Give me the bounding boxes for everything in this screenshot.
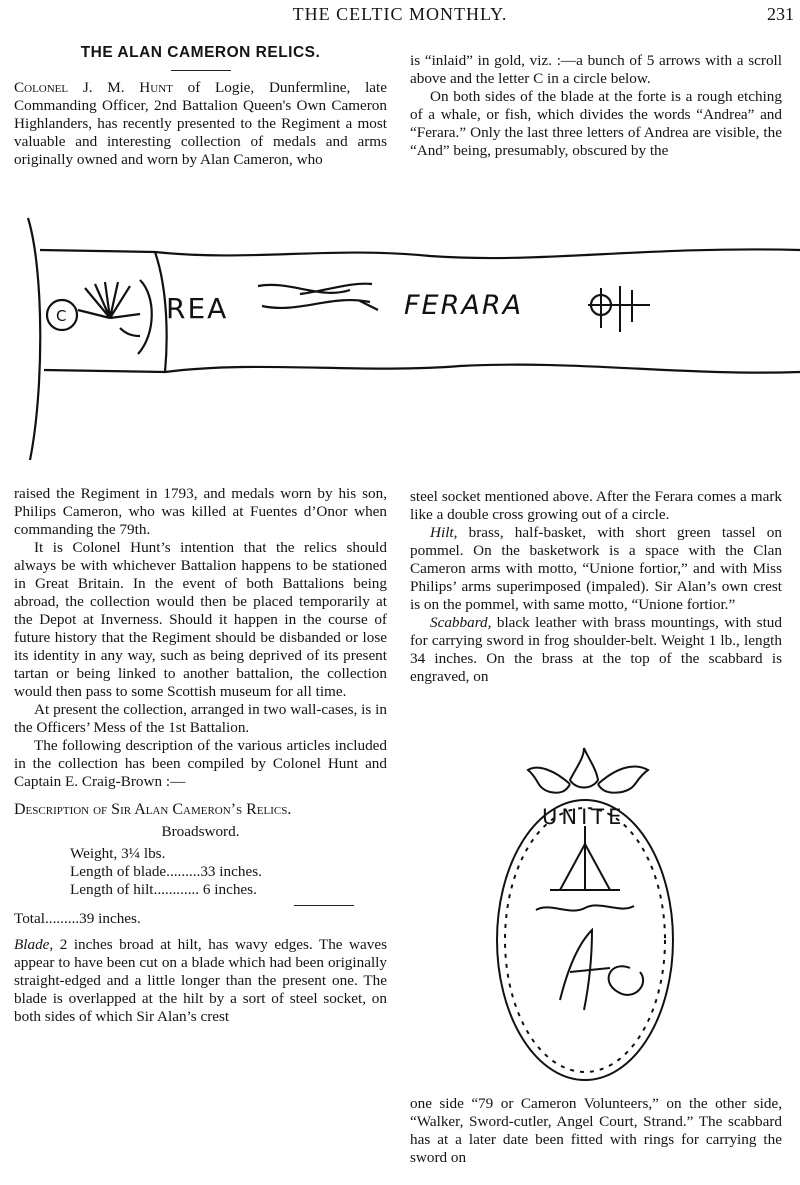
intention-paragraph: It is Colonel Hunt’s intention that the relics should always be with whichever Battalion happens to be stationed in Great Britain. In the event of both Battalions being abroad, the collection would then be placed temporarily at the Depot at Inverness. Should it happen in the course of future history that the Regiment should be disbanded or lose its identity in any way, such as being deprived of its present tartan or being linked to another battalion, the collection would then pass to some Scottish museum for all time.	[14, 539, 387, 700]
scroll-icon	[138, 280, 152, 354]
spec-hilt-length: Length of hilt............ 6 inches.	[70, 881, 257, 898]
spec-weight: Weight, 3¼ lbs.	[70, 845, 166, 862]
blade-label: Blade,	[14, 936, 54, 953]
column-2-bottom	[410, 488, 782, 686]
scabbard-text: black leather with brass mountings, with stud for carrying sword in frog shoulder-belt. Weight 1 lb., length 34 inches. On the brass at the top of the scabbard is engraved, on	[410, 614, 782, 685]
sword-specs	[70, 845, 387, 899]
spec-blade-length: Length of blade.........33 inches.	[70, 863, 262, 880]
walker-paragraph: one side “79 or Cameron Volunteers,” on the other side, “Walker, Sword-cutler, Angel Court, Strand.” The scabbard has at a later date been fitted with rings for carrying the sword on	[410, 1095, 782, 1166]
total-rule	[294, 905, 354, 906]
hilt-text: brass, half-basket, with short green tassel on pommel. On the basketwork is a space with the Clan Cameron arms with motto, “Unione fortior,” and with Miss Philips’ arms superimposed (impaled). Sir Alan’s own crest is on the pommel, with same motto, “Unione fortior.”	[410, 524, 782, 613]
blade-left-inscription: REA	[166, 292, 229, 325]
blade-bottom-edge	[44, 365, 800, 373]
crest-motto: UNITE	[542, 805, 626, 829]
spec-total: Total.........39 inches.	[14, 910, 141, 927]
blade-top-edge	[40, 249, 800, 258]
intro-text: of Logie, Dunfermline, late Commanding Officer, 2nd Battalion Queen's Own Cameron Highlanders, has recently presented to the Regiment a most valuable and interesting collection of medals and arms originally owned and worn by Alan Cameron, who	[14, 79, 387, 168]
collection-paragraph: At present the collection, arranged in two wall-cases, is in the Officers’ Mess of the 1st Battalion.	[14, 701, 387, 736]
title-rule	[171, 70, 231, 71]
hilt-label: Hilt,	[430, 524, 458, 541]
column-2-top	[410, 52, 782, 160]
hilt-paragraph	[410, 524, 782, 614]
scabbard-paragraph	[410, 614, 782, 686]
leaf-left-icon	[528, 768, 570, 793]
article-title: THE ALAN CAMERON RELICS.	[80, 44, 321, 61]
blade-right-inscription: FERARA	[404, 290, 524, 321]
column-1-top	[14, 44, 387, 169]
monogram-ac	[560, 930, 643, 1010]
crest-scroll-icon	[536, 905, 634, 910]
socket-paragraph: steel socket mentioned above. After the Ferara comes a mark like a double cross growing out of a circle.	[410, 488, 782, 523]
section-heading: Description of Sir Alan Cameron’s Relics.	[14, 801, 292, 818]
blade-paragraph	[14, 936, 387, 1026]
page-number: 231	[767, 4, 794, 24]
intro-paragraph	[14, 79, 387, 169]
etching-paragraph: On both sides of the blade at the forte is a rough etching of a whale, or fish, which divides the words “Andrea” and “Ferara.” Only the last three letters of Andrea are visible, the “And” being, presumably, obscured by the	[410, 88, 782, 159]
crest-illustration	[480, 740, 690, 1090]
thistle-icon	[570, 748, 598, 788]
regiment-paragraph: raised the Regiment in 1793, and medals worn by his son, Philips Cameron, who was killed at Fuentes d’Onor when commanding the 79th.	[14, 485, 387, 538]
fish-etching	[258, 284, 378, 310]
arrow-crest-icon	[78, 282, 140, 336]
blade-illustration	[0, 210, 800, 470]
running-title: THE CELTIC MONTHLY.	[292, 4, 508, 24]
blade-left-edge	[28, 218, 40, 460]
inlaid-paragraph: is “inlaid” in gold, viz. :—a bunch of 5 arrows with a scroll above and the letter C in a circle below.	[410, 52, 782, 87]
blade-text: 2 inches broad at hilt, has wavy edges. The waves appear to have been cut on a blade which had been originally straight-edged and a little longer than the present one. The blade is overlapped at the hilt by a sort of steel socket, on both sides of which Sir Alan’s crest	[14, 936, 387, 1025]
scabbard-label: Scabbard,	[430, 614, 492, 631]
socket-edge	[155, 252, 167, 372]
leaf-right-icon	[598, 766, 648, 792]
column-2-end	[410, 1095, 782, 1167]
double-cross-icon	[588, 286, 650, 332]
crest-arrows-icon	[550, 826, 620, 890]
lead-caps: Colonel J. M. Hunt	[14, 79, 173, 96]
description-paragraph: The following description of the various articles included in the collection has been compiled by Colonel Hunt and Captain E. Craig-Brown :—	[14, 737, 387, 790]
column-1-bottom	[14, 485, 387, 1026]
subheading-broadsword: Broadsword.	[161, 823, 240, 840]
letter-c: C	[56, 307, 67, 325]
page-header	[0, 4, 800, 30]
